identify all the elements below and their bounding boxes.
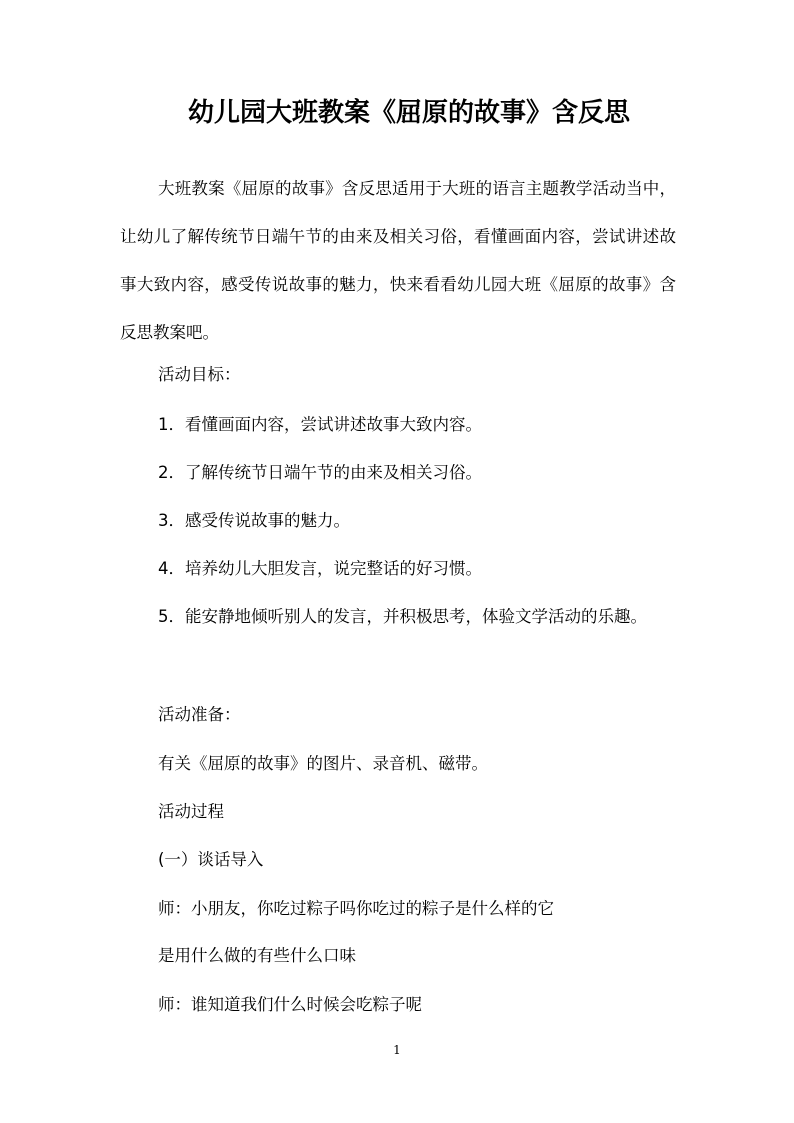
step-heading: (一）谈话导入 bbox=[158, 850, 264, 869]
page-number: 1 bbox=[393, 1043, 401, 1057]
goal-item: 5．能安静地倾听别人的发言，并积极思考，体验文学活动的乐趣。 bbox=[158, 607, 647, 626]
process-heading: 活动过程 bbox=[158, 802, 224, 821]
goals-heading: 活动目标： bbox=[158, 365, 241, 384]
goal-item: 2．了解传统节日端午节的由来及相关习俗。 bbox=[158, 463, 482, 482]
goal-item: 3．感受传说故事的魅力。 bbox=[158, 511, 350, 530]
document-title: 幼儿园大班教案《屈原的故事》含反思 bbox=[188, 98, 631, 128]
goal-item: 4．培养幼儿大胆发言，说完整话的好习惯。 bbox=[158, 559, 482, 578]
dialogue-line: 是用什么做的有些什么口味 bbox=[158, 946, 356, 965]
dialogue-line: 师：谁知道我们什么时候会吃粽子呢 bbox=[158, 995, 422, 1014]
goal-item: 1．看懂画面内容，尝试讲述故事大致内容。 bbox=[158, 415, 482, 434]
prep-text: 有关《屈原的故事》的图片、录音机、磁带。 bbox=[158, 754, 488, 773]
dialogue-line: 师：小朋友，你吃过粽子吗你吃过的粽子是什么样的它 bbox=[158, 899, 554, 918]
prep-heading: 活动准备： bbox=[158, 705, 241, 724]
intro-paragraph: 大班教案《屈原的故事》含反思适用于大班的语言主题教学活动当中，让幼儿了解传统节日端午节的由来及相关习俗，看懂画面内容，尝试讲述故事大致内容，感受传说故事的魅力，快来看看幼儿园大班《屈原的故事》含反思教案吧。 bbox=[120, 179, 676, 342]
